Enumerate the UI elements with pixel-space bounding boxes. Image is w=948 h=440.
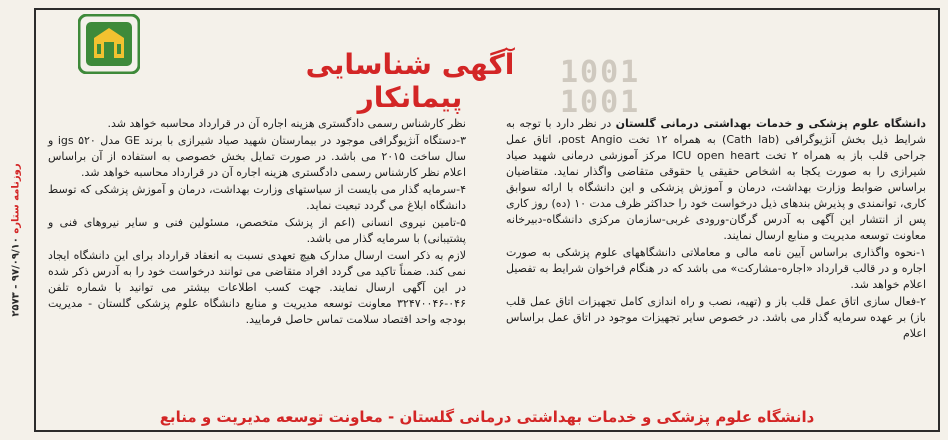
issue-info: ۹۷/۰۹/۱۰ - ۲۵۷۳ xyxy=(10,237,22,317)
condition-2-continued: نظر کارشناس رسمی دادگستری هزینه اجاره آن در قرارداد محاسبه خواهد شد. xyxy=(107,117,466,130)
ad-body-right-column xyxy=(506,116,926,343)
university-logo xyxy=(78,14,140,74)
closing-note: لازم به ذکر است ارسال مدارک هیچ تعهدی نسبت به انعقاد قرارداد برای این دانشگاه ایجاد نمی کند. ضمناً تاکید می گردد افراد متقاضی می توانند درخواست خود را به آدرس ذکر شده در این آگهی ارسال نمایند. جهت کسب اطلاعات بیشتر می توانید با شماره تلفن ۰۴۶-۳۲۴۷۰۰۴۶ معاونت توسعه مدیریت و منابع دانشگاه علوم پزشکی گلستان - مدیریت بودجه واحد اقتصاد سلامت تماس حاصل فرمایید. xyxy=(48,249,466,326)
condition-1: ۱-نحوه واگذاری براساس آیین نامه مالی و معاملاتی دانشگاههای علوم پزشکی به صورت اجاره و در قالب قرارداد «اجاره-مشارکت» می باشد که در هنگام فراخوان شرایط به تفصیل اعلام خواهد شد. xyxy=(506,246,926,291)
ad-title: آگهی شناسایی پیمانکار xyxy=(305,48,515,114)
intro-paragraph: دانشگاه علوم پزشکی و خدمات بهداشتی درمانی گلستان در نظر دارد با توجه به شرایط ذیل بخش آنژیوگرافی (Cath lab) به همراه ۱۲ تخت post Angio، اتاق عمل جراحی قلب باز به همراه ۲ تخت ICU open heart مرکز آموزشی درمانی شهید صیاد شیرازی را به صورت یکجا به اشخاص حقیقی یا حقوقی متقاضی واگذار نماید. متقاضیان براساس ضوابط وزارت بهداشت، درمان و آموزش پزشکی و این دانشگاه با ارائه سوابق کاری، توانمندی و پذیرش بندهای ذیل درخواست خود را حداکثر ظرف مدت ۱۰ (ده) روز کاری پس از انتشار این آگهی به آدرس گرگان-ورودی غربی-سازمان مرکزی دانشگاه-دبیرخانه معاونت توسعه مدیریت و منابع ارسال نمایند. xyxy=(506,117,926,242)
ad-footer-signature: دانشگاه علوم پزشکی و خدمات بهداشتی درمانی گلستان - معاونت توسعه مدیریت و منابع xyxy=(159,408,815,426)
newspaper-name: روزنامه ستاره xyxy=(10,163,22,234)
newspaper-side-strip xyxy=(4,40,28,430)
university-name: دانشگاه علوم پزشکی و خدمات بهداشتی درمانی گلستان xyxy=(615,117,926,130)
background-watermark: 1001 1001 xyxy=(560,55,641,120)
ad-body-left-column xyxy=(48,116,466,329)
condition-4: ۴-سرمایه گذار می بایست از سیاستهای وزارت بهداشت، درمان و آموزش پزشکی که توسط دانشگاه ابلاغ می گردد تبعیت نماید. xyxy=(48,183,466,212)
condition-5: ۵-تامین نیروی انسانی (اعم از پزشک متخصص، مسئولین فنی و سایر نیروهای فنی و پشتیبانی) با سرمایه گذار می باشد. xyxy=(48,216,466,245)
condition-3: ۳-دستگاه آنژیوگرافی موجود در بیمارستان شهید صیاد شیرازی با برند GE مدل igs ۵۲۰ و سال ساخت ۲۰۱۵ می باشد. در صورت تمایل بخش خصوصی به استفاده از آن براساس اعلام نظر کارشناس رسمی دادگستری هزینه اجاره آن در قرارداد محاسبه خواهد شد. xyxy=(48,134,466,179)
condition-2: ۲-فعال سازی اتاق عمل قلب باز و (تهیه، نصب و راه اندازی کامل تجهیزات اتاق عمل قلب باز) بر عهده سرمایه گذار می باشد. در خصوص سایر تجهیزات موجود در اتاق عمل براساس اعلام xyxy=(506,295,926,340)
